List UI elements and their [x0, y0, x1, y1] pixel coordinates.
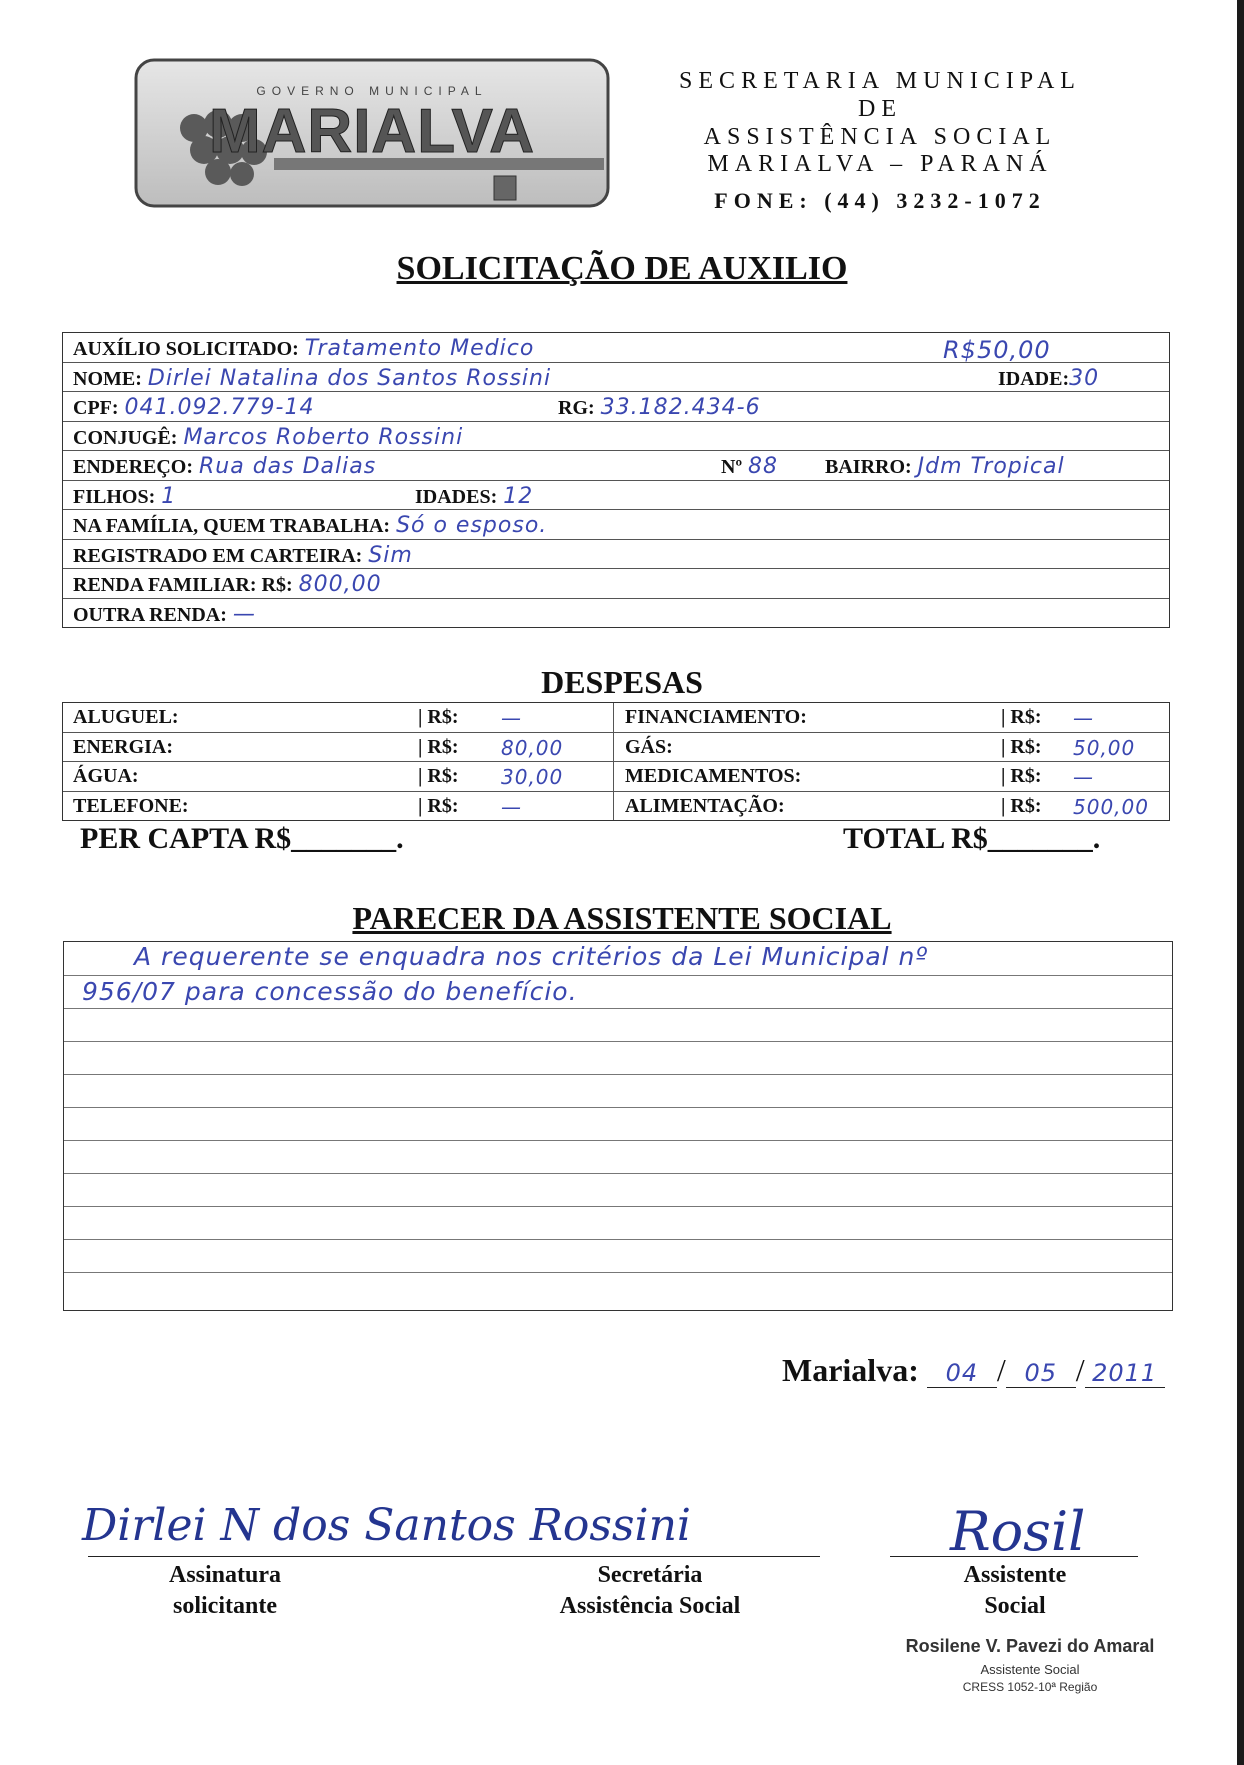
despesa-right-currency: | R$:	[1001, 735, 1042, 758]
date-separator: /	[996, 1352, 1006, 1388]
nome-label: NOME:	[73, 367, 142, 390]
bairro-value: Jdm Tropical	[917, 454, 1065, 479]
despesa-left-currency: | R$:	[418, 706, 459, 728]
secretaria-label	[520, 1560, 780, 1622]
parecer-text-line-2: 956/07 para concessão do benefício.	[82, 977, 578, 1006]
despesa-left-currency: | R$:	[418, 794, 459, 817]
despesa-left-currency: | R$:	[418, 765, 459, 787]
assistente-label-line1: Assistente	[963, 1562, 1067, 1588]
assistente-label	[900, 1560, 1130, 1622]
despesa-right-value: —	[1073, 706, 1094, 730]
assistente-signature-line	[890, 1556, 1138, 1557]
despesa-divider	[613, 733, 614, 762]
despesa-row	[63, 762, 1169, 792]
despesa-right-value: 50,00	[1073, 735, 1136, 760]
despesa-right-label: ALIMENTAÇÃO:	[625, 794, 785, 817]
header-line-3: ASSISTÊNCIA SOCIAL	[703, 124, 1057, 150]
despesa-left-value: —	[501, 706, 522, 730]
numero-label: Nº	[721, 456, 743, 478]
idades-value: 12	[503, 483, 534, 509]
assistente-signature: Rosil	[950, 1500, 1086, 1563]
parecer-rule	[64, 1140, 1172, 1141]
despesa-right-value: 500,00	[1073, 794, 1149, 819]
solicitante-label-line1: Assinatura	[168, 1562, 282, 1588]
idades-label: IDADES:	[415, 485, 498, 508]
despesa-left-value: 30,00	[501, 765, 564, 789]
filhos-label: FILHOS:	[73, 485, 156, 508]
despesa-right-currency: | R$:	[1001, 794, 1042, 817]
endereco-label: ENDEREÇO:	[73, 456, 194, 478]
familia-label: NA FAMÍLIA, QUEM TRABALHA:	[73, 515, 391, 537]
despesas-table	[62, 702, 1170, 821]
conjuge-label: CONJUGÊ:	[73, 426, 178, 449]
auxilio-value: Tratamento Medico	[304, 336, 535, 361]
despesa-left-value: —	[501, 794, 522, 819]
date-year: 2011	[1085, 1359, 1165, 1388]
familia-value: Só o esposo.	[396, 513, 548, 538]
date-month: 05	[1006, 1359, 1076, 1388]
parecer-rule	[64, 1239, 1172, 1240]
despesa-right-currency: | R$:	[1001, 765, 1042, 787]
renda-label: RENDA FAMILIAR: R$:	[73, 574, 293, 596]
auxilio-amount: R$50,00	[943, 336, 1051, 364]
despesa-left-label: ALUGUEL:	[73, 706, 179, 728]
parecer-rule	[64, 1107, 1172, 1108]
row-auxilio	[63, 333, 1169, 363]
applicant-info-table	[62, 332, 1170, 628]
row-nome	[63, 363, 1169, 393]
row-filhos	[63, 481, 1169, 511]
parecer-box	[63, 941, 1173, 1311]
outra-renda-label: OUTRA RENDA:	[73, 603, 227, 626]
despesas-title: DESPESAS	[541, 664, 703, 700]
rg-label: RG:	[558, 397, 595, 419]
cpf-value: 041.092.779-14	[124, 395, 315, 420]
despesa-left-label: ENERGIA:	[73, 735, 174, 758]
auxilio-label: AUXÍLIO SOLICITADO:	[73, 338, 299, 360]
despesa-right-currency: | R$:	[1001, 706, 1042, 728]
row-conjuge	[63, 422, 1169, 452]
date-day: 04	[927, 1359, 997, 1388]
stamp-registration: CRESS 1052-10ª Região	[962, 1680, 1098, 1694]
secretaria-label-line1: Secretária	[597, 1562, 703, 1588]
parecer-rule	[64, 1272, 1172, 1273]
idade-label: IDADE:	[998, 367, 1070, 390]
bairro-label: BAIRRO:	[825, 456, 912, 478]
despesa-right-label: GÁS:	[625, 735, 673, 758]
parecer-text-line-1: A requerente se enquadra nos critérios da Lei Municipal nº	[134, 942, 929, 971]
solicitante-signature-line	[88, 1556, 820, 1557]
header-line-1: SECRETARIA MUNICIPAL	[679, 68, 1081, 94]
header-line-2: DE	[858, 96, 902, 122]
assistente-label-line2: Social	[984, 1593, 1046, 1619]
logo-name: MARIALVA	[209, 97, 535, 166]
total-line: TOTAL R$_______.	[843, 822, 1101, 855]
conjuge-value: Marcos Roberto Rossini	[183, 424, 464, 450]
despesa-divider	[613, 703, 614, 732]
secretaria-label-line2: Assistência Social	[559, 1593, 741, 1619]
header-line-4: MARIALVA – PARANÁ	[707, 151, 1053, 177]
row-cpf	[63, 392, 1169, 422]
despesa-left-currency: | R$:	[418, 735, 459, 758]
per-capta-line: PER CAPTA R$_______.	[80, 822, 404, 855]
parecer-rule	[64, 975, 1172, 976]
despesa-right-label: MEDICAMENTOS:	[625, 765, 802, 787]
filhos-value: 1	[161, 483, 177, 509]
nome-value: Dirlei Natalina dos Santos Rossini	[147, 365, 552, 391]
parecer-rule	[64, 1041, 1172, 1042]
numero-value: 88	[748, 454, 779, 479]
row-carteira	[63, 540, 1169, 570]
date-line	[782, 1352, 1165, 1389]
despesa-divider	[613, 792, 614, 821]
despesa-left-label: TELEFONE:	[73, 794, 189, 817]
row-endereco	[63, 451, 1169, 481]
parecer-rule	[64, 1008, 1172, 1009]
solicitante-signature: Dirlei N dos Santos Rossini	[82, 1500, 691, 1551]
solicitante-label-line2: solicitante	[173, 1593, 277, 1619]
carteira-label: REGISTRADO EM CARTEIRA:	[73, 544, 363, 567]
parecer-rule	[64, 1173, 1172, 1174]
renda-value: 800,00	[298, 572, 382, 597]
marialva-logo	[134, 58, 610, 208]
despesa-row	[63, 733, 1169, 763]
carteira-value: Sim	[368, 542, 413, 568]
idade-value: 30	[1069, 365, 1100, 391]
parecer-rule	[64, 1074, 1172, 1075]
despesa-row	[63, 703, 1169, 733]
row-renda	[63, 569, 1169, 599]
stamp-role: Assistente Social	[980, 1662, 1080, 1677]
endereco-value: Rua das Dalias	[199, 454, 377, 479]
cpf-label: CPF:	[73, 397, 119, 419]
row-familia	[63, 510, 1169, 540]
date-separator: /	[1075, 1352, 1085, 1388]
despesa-left-value: 80,00	[501, 735, 564, 760]
despesa-right-label: FINANCIAMENTO:	[625, 706, 807, 728]
row-outra-renda	[63, 599, 1169, 628]
header-phone: FONE: (44) 3232-1072	[714, 188, 1046, 213]
rg-value: 33.182.434-6	[600, 395, 761, 420]
solicitante-label	[140, 1560, 310, 1622]
logo-subtitle: GOVERNO MUNICIPAL	[256, 84, 488, 98]
despesa-row	[63, 792, 1169, 821]
parecer-rule	[64, 1206, 1172, 1207]
outra-renda-value: —	[232, 601, 256, 627]
stamp-name: Rosilene V. Pavezi do Amaral	[905, 1636, 1155, 1656]
form-title: SOLICITAÇÃO DE AUXILIO	[396, 250, 848, 287]
despesa-left-label: ÁGUA:	[73, 765, 139, 787]
despesa-divider	[613, 762, 614, 791]
despesa-right-value: —	[1073, 765, 1094, 789]
parecer-title: PARECER DA ASSISTENTE SOCIAL	[352, 900, 892, 936]
city-label: Marialva:	[782, 1352, 919, 1388]
